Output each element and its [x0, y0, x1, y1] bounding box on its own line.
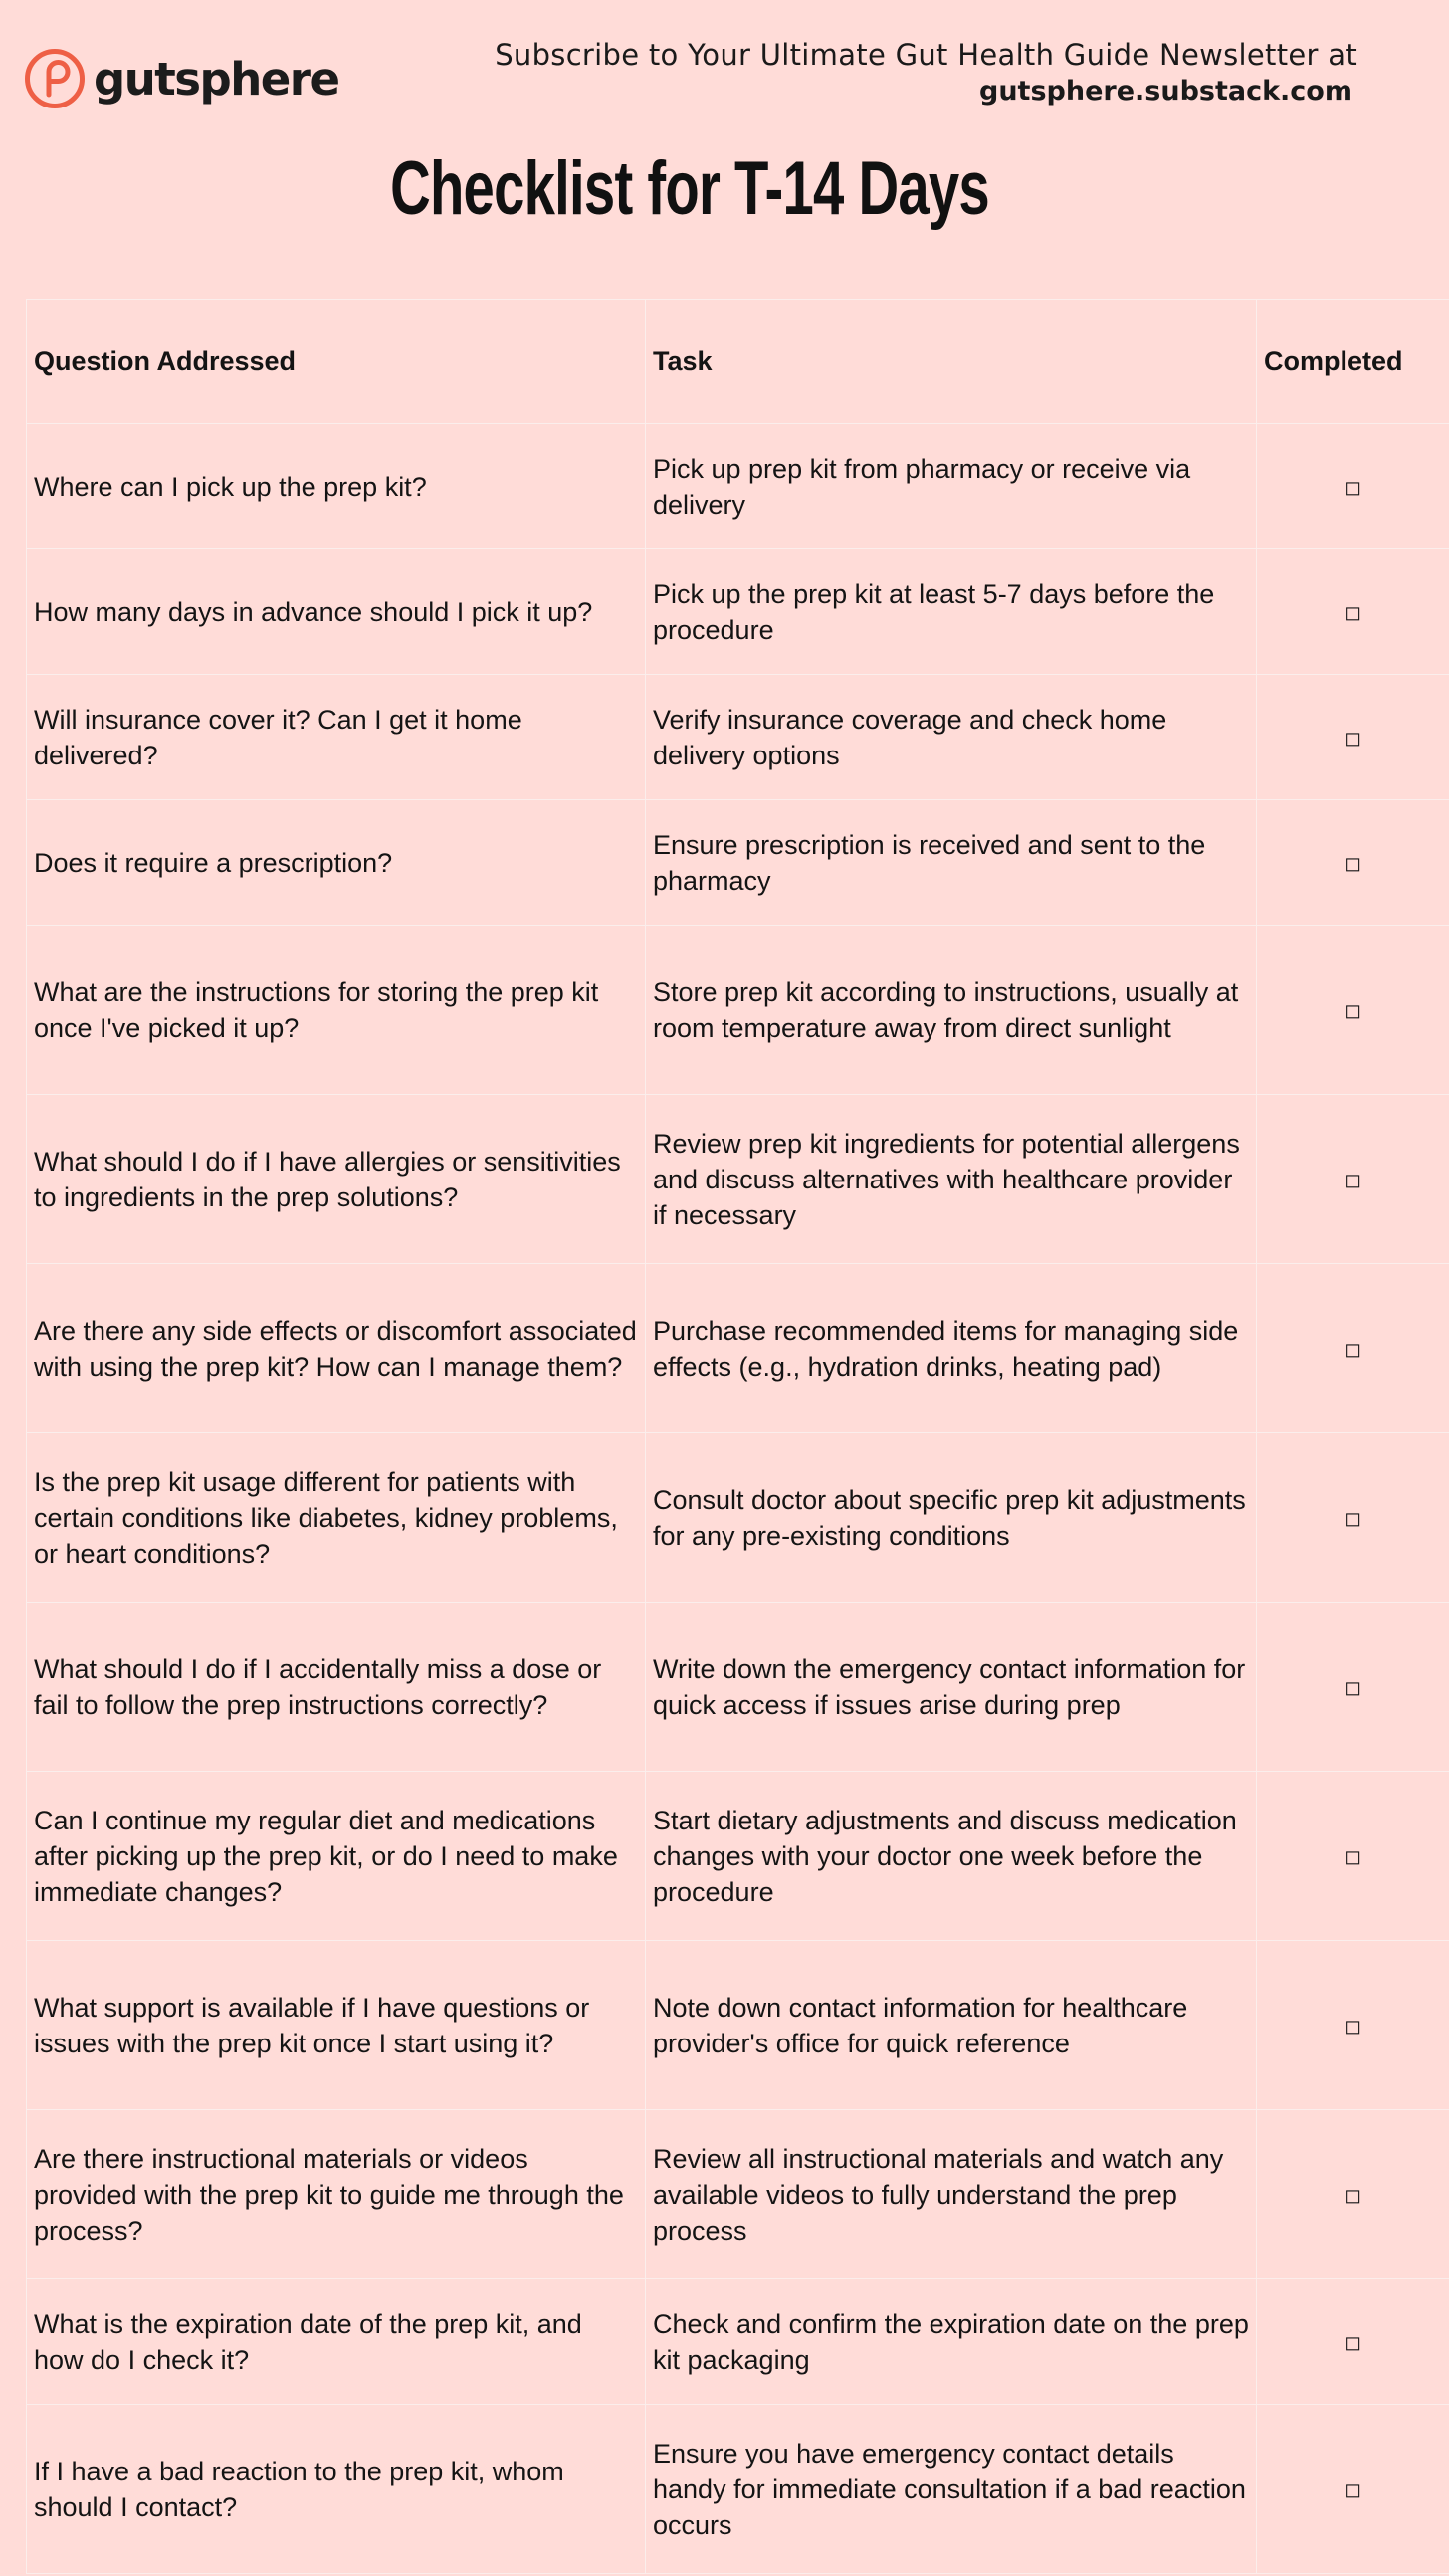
completed-checkbox[interactable]: ◻: [1257, 675, 1449, 800]
task-cell: Review all instructional materials and watch any available videos to fully understand the prep process: [646, 2110, 1257, 2279]
table-row: [27, 1603, 1449, 1772]
task-cell: Consult doctor about specific prep kit adjustments for any pre-existing conditions: [646, 1433, 1257, 1603]
completed-checkbox[interactable]: ◻: [1257, 424, 1449, 549]
brand-logo: [24, 46, 339, 111]
table-header-row: [27, 300, 1449, 424]
table-row: [27, 1941, 1449, 2110]
task-cell: Store prep kit according to instructions, usually at room temperature away from direct sunlight: [646, 926, 1257, 1095]
checklist-table: [26, 299, 1449, 2574]
table-row: [27, 2279, 1449, 2405]
task-cell: Check and confirm the expiration date on the prep kit packaging: [646, 2279, 1257, 2405]
newsletter-link[interactable]: gutsphere.substack.com: [979, 76, 1352, 107]
task-cell: Note down contact information for healthcare provider's office for quick reference: [646, 1941, 1257, 2110]
table-row: [27, 1772, 1449, 1941]
question-cell: Are there any side effects or discomfort associated with using the prep kit? How can I manage them?: [27, 1264, 646, 1433]
question-cell: Where can I pick up the prep kit?: [27, 424, 646, 549]
table-row: [27, 675, 1449, 800]
table-row: [27, 926, 1449, 1095]
question-cell: Can I continue my regular diet and medications after picking up the prep kit, or do I need to make immediate changes?: [27, 1772, 646, 1941]
table-row: [27, 2110, 1449, 2279]
completed-checkbox[interactable]: ◻: [1257, 2405, 1449, 2574]
question-cell: How many days in advance should I pick it up?: [27, 549, 646, 675]
newsletter-banner: [495, 36, 1357, 109]
task-cell: Ensure you have emergency contact details handy for immediate consultation if a bad reaction occurs: [646, 2405, 1257, 2574]
table-row: [27, 424, 1449, 549]
table-row: [27, 1095, 1449, 1264]
completed-checkbox[interactable]: ◻: [1257, 549, 1449, 675]
question-cell: Does it require a prescription?: [27, 800, 646, 926]
task-cell: Review prep kit ingredients for potential allergens and discuss alternatives with healthcare provider if necessary: [646, 1095, 1257, 1264]
header-task: Task: [646, 300, 1257, 424]
question-cell: If I have a bad reaction to the prep kit, whom should I contact?: [27, 2405, 646, 2574]
page-title: Checklist for T-14 Days: [390, 146, 989, 231]
task-cell: Pick up prep kit from pharmacy or receive via delivery: [646, 424, 1257, 549]
table-row: [27, 549, 1449, 675]
completed-checkbox[interactable]: ◻: [1257, 926, 1449, 1095]
task-cell: Verify insurance coverage and check home delivery options: [646, 675, 1257, 800]
task-cell: Write down the emergency contact information for quick access if issues arise during prep: [646, 1603, 1257, 1772]
question-cell: Will insurance cover it? Can I get it home delivered?: [27, 675, 646, 800]
question-cell: What support is available if I have questions or issues with the prep kit once I start using it?: [27, 1941, 646, 2110]
question-cell: What should I do if I accidentally miss a dose or fail to follow the prep instructions correctly?: [27, 1603, 646, 1772]
completed-checkbox[interactable]: ◻: [1257, 1433, 1449, 1603]
newsletter-text: Subscribe to Your Ultimate Gut Health Guide Newsletter at: [495, 38, 1357, 72]
completed-checkbox[interactable]: ◻: [1257, 1095, 1449, 1264]
task-cell: Ensure prescription is received and sent to the pharmacy: [646, 800, 1257, 926]
completed-checkbox[interactable]: ◻: [1257, 1941, 1449, 2110]
completed-checkbox[interactable]: ◻: [1257, 2279, 1449, 2405]
question-cell: What is the expiration date of the prep kit, and how do I check it?: [27, 2279, 646, 2405]
question-cell: What are the instructions for storing the prep kit once I've picked it up?: [27, 926, 646, 1095]
completed-checkbox[interactable]: ◻: [1257, 1772, 1449, 1941]
question-cell: What should I do if I have allergies or sensitivities to ingredients in the prep solutions?: [27, 1095, 646, 1264]
task-cell: Pick up the prep kit at least 5-7 days before the procedure: [646, 549, 1257, 675]
completed-checkbox[interactable]: ◻: [1257, 1603, 1449, 1772]
question-cell: Is the prep kit usage different for patients with certain conditions like diabetes, kidney problems, or heart conditions?: [27, 1433, 646, 1603]
table-row: [27, 2405, 1449, 2574]
completed-checkbox[interactable]: ◻: [1257, 2110, 1449, 2279]
task-cell: Start dietary adjustments and discuss medication changes with your doctor one week before the procedure: [646, 1772, 1257, 1941]
table-row: [27, 800, 1449, 926]
task-cell: Purchase recommended items for managing side effects (e.g., hydration drinks, heating pad): [646, 1264, 1257, 1433]
gutsphere-logo-icon: [24, 48, 86, 109]
table-row: [27, 1433, 1449, 1603]
completed-checkbox[interactable]: ◻: [1257, 800, 1449, 926]
question-cell: Are there instructional materials or videos provided with the prep kit to guide me through the process?: [27, 2110, 646, 2279]
completed-checkbox[interactable]: ◻: [1257, 1264, 1449, 1433]
header-question: Question Addressed: [27, 300, 646, 424]
table-row: [27, 1264, 1449, 1433]
brand-name: gutsphere: [94, 52, 339, 106]
header-completed: Completed: [1257, 300, 1449, 424]
